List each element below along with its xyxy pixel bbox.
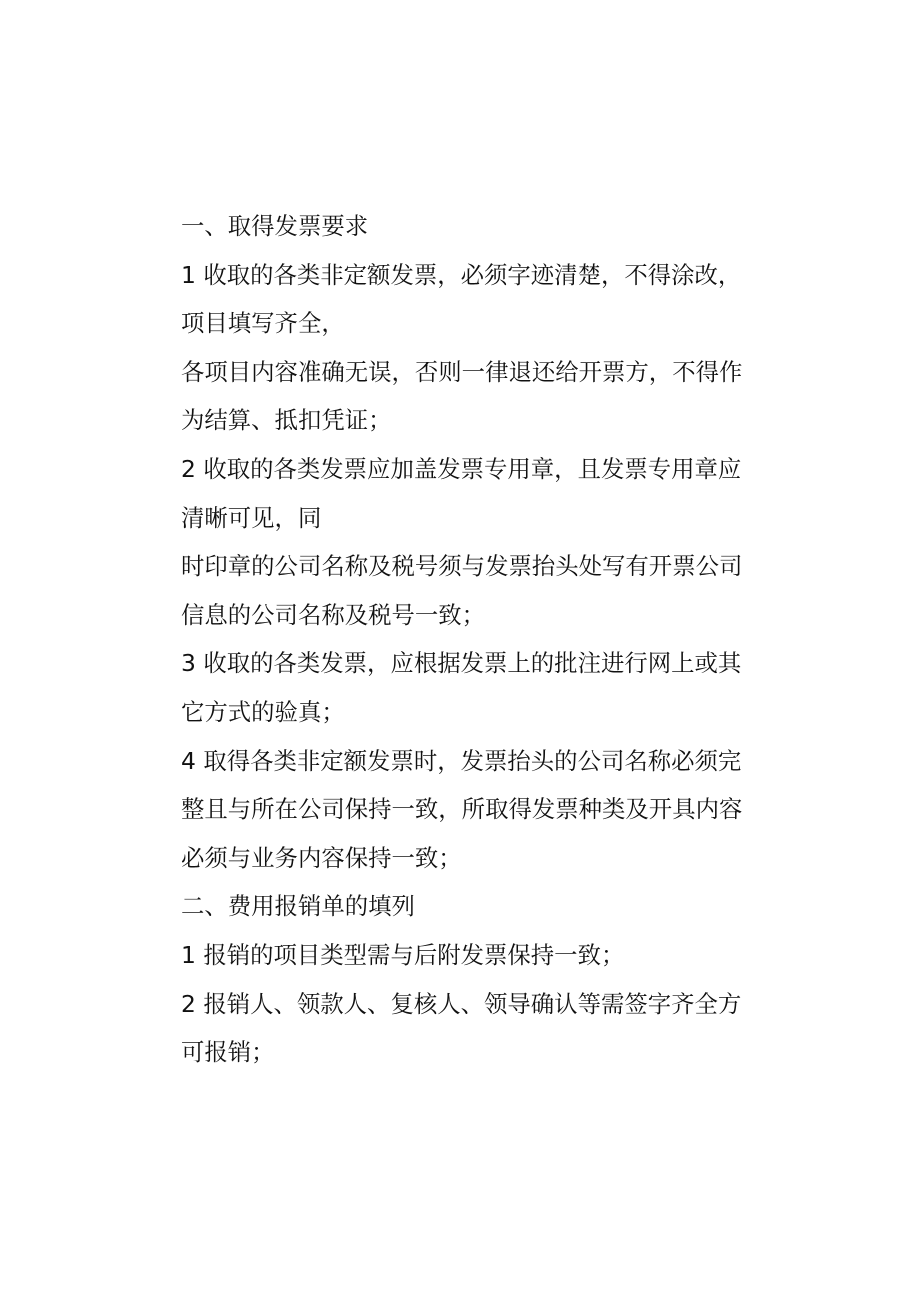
text-line: 它方式的验真； [181, 697, 345, 726]
text-line: 整且与所在公司保持一致，所取得发票种类及开具内容 [181, 795, 743, 824]
text-line: 清晰可见，同 [181, 503, 322, 532]
text-line: 4 取得各类非定额发票时，发票抬头的公司名称必须完 [181, 746, 742, 775]
text-line: 为结算、抵扣凭证； [181, 406, 392, 435]
text-line: 时印章的公司名称及税号须与发票抬头处写有开票公司 [181, 552, 743, 581]
text-line: 各项目内容准确无误，否则一律退还给开票方，不得作 [181, 357, 743, 386]
text-line: 3 收取的各类发票，应根据发票上的批注进行网上或其 [181, 649, 742, 678]
section-heading: 一、取得发票要求 [181, 212, 369, 240]
section-heading: 二、费用报销单的填列 [181, 892, 415, 921]
text-line: 1 报销的项目类型需与后附发票保持一致； [181, 940, 625, 969]
text-line: 可报销； [181, 1038, 275, 1067]
text-line: 项目填写齐全， [181, 309, 345, 338]
document-body [181, 202, 761, 1077]
text-line: 2 报销人、领款人、复核人、领导确认等需签字齐全方 [181, 989, 742, 1018]
text-line: 信息的公司名称及税号一致； [181, 600, 486, 629]
text-line: 2 收取的各类发票应加盖发票专用章，且发票专用章应 [181, 454, 742, 483]
text-line: 1 收取的各类非定额发票，必须字迹清楚，不得涂改， [181, 260, 742, 289]
text-line: 必须与业务内容保持一致； [181, 843, 462, 872]
